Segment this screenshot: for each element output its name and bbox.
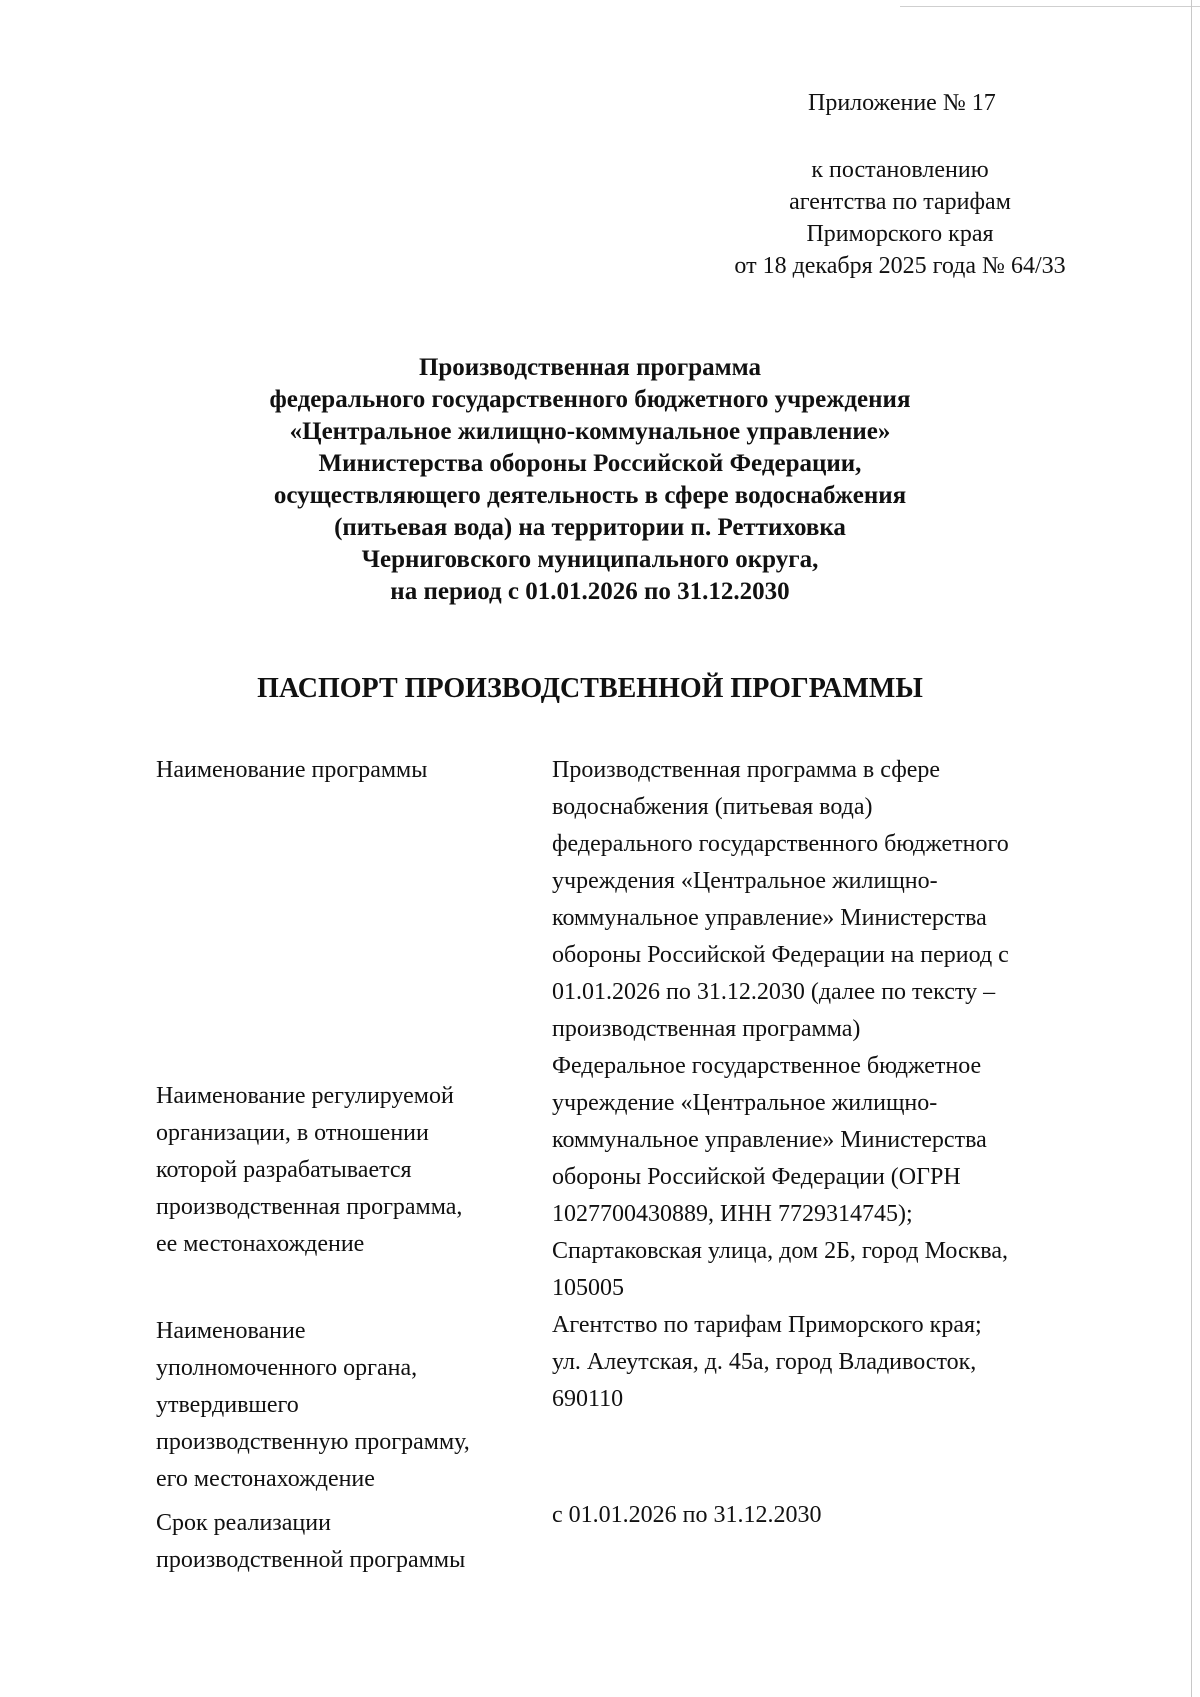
value-line: Спартаковская улица, дом 2Б, город Москва, [552, 1238, 1008, 1264]
value-line: 1027700430889, ИНН 7729314745); [552, 1201, 913, 1227]
value-line: 105005 [552, 1275, 624, 1301]
label-line: производственная программа, [156, 1194, 463, 1220]
row-value [552, 1307, 1092, 1418]
value-line: 01.01.2026 по 31.12.2030 (далее по тексту – [552, 979, 996, 1005]
resolution-line: агентства по тарифам [789, 189, 1011, 215]
value-line: обороны Российской Федерации на период с [552, 942, 1009, 968]
resolution-reference [700, 154, 1100, 282]
row-label [156, 752, 536, 789]
title-line: Черниговского муниципального округа, [361, 546, 819, 573]
label-line: производственную программу, [156, 1429, 470, 1455]
resolution-line: от 18 декабря 2025 года № 64/33 [734, 253, 1066, 279]
label-line: организации, в отношении [156, 1120, 429, 1146]
row-label [156, 1313, 536, 1498]
label-line: его местонахождение [156, 1466, 375, 1492]
label-line: Наименование [156, 1318, 306, 1344]
value-line: федерального государственного бюджетного [552, 831, 1009, 857]
title-line: Министерства обороны Российской Федерации, [318, 450, 862, 477]
row-value [552, 1497, 1092, 1534]
label-line: Срок реализации [156, 1510, 331, 1536]
value-line: ул. Алеутская, д. 45а, город Владивосток, [552, 1349, 977, 1375]
label-line: утвердившего [156, 1392, 299, 1418]
value-line: 690110 [552, 1386, 624, 1412]
scan-edge-line [1191, 0, 1192, 1697]
appendix-number: Приложение № 17 [808, 90, 996, 116]
title-line: осуществляющего деятельность в сфере водоснабжения [273, 482, 907, 509]
title-line: (питьевая вода) на территории п. Реттиховка [334, 514, 846, 541]
scan-edge-line [900, 6, 1200, 7]
value-line: коммунальное управление» Министерства [552, 905, 987, 931]
resolution-line: Приморского края [806, 221, 994, 247]
value-line: Производственная программа в сфере [552, 757, 941, 783]
label-line: Наименование программы [156, 757, 428, 783]
label-line: производственной программы [156, 1547, 466, 1573]
row-label [156, 1078, 536, 1263]
row-value [552, 1048, 1092, 1307]
value-line: учреждение «Центральное жилищно- [552, 1090, 938, 1116]
passport-heading: ПАСПОРТ ПРОИЗВОДСТВЕННОЙ ПРОГРАММЫ [257, 673, 923, 704]
label-line: Наименование регулируемой [156, 1083, 454, 1109]
value-line: с 01.01.2026 по 31.12.2030 [552, 1502, 822, 1528]
row-value [552, 752, 1092, 1048]
label-line: уполномоченного органа, [156, 1355, 418, 1381]
value-line: производственная программа) [552, 1016, 861, 1042]
value-line: Агентство по тарифам Приморского края; [552, 1312, 982, 1338]
value-line: Федеральное государственное бюджетное [552, 1053, 982, 1079]
title-line: «Центральное жилищно-коммунальное управление» [289, 418, 891, 445]
value-line: учреждения «Центральное жилищно- [552, 868, 938, 894]
title-line: Производственная программа [418, 354, 762, 381]
title-line: федерального государственного бюджетного учреждения [269, 386, 911, 413]
document-title [200, 352, 980, 608]
row-label [156, 1505, 536, 1579]
title-line: на период с 01.01.2026 по 31.12.2030 [390, 578, 790, 605]
value-line: водоснабжения (питьевая вода) [552, 794, 873, 820]
value-line: коммунальное управление» Министерства [552, 1127, 987, 1153]
label-line: которой разрабатывается [156, 1157, 412, 1183]
value-line: обороны Российской Федерации (ОГРН [552, 1164, 961, 1190]
label-line: ее местонахождение [156, 1231, 365, 1257]
resolution-line: к постановлению [811, 157, 989, 183]
